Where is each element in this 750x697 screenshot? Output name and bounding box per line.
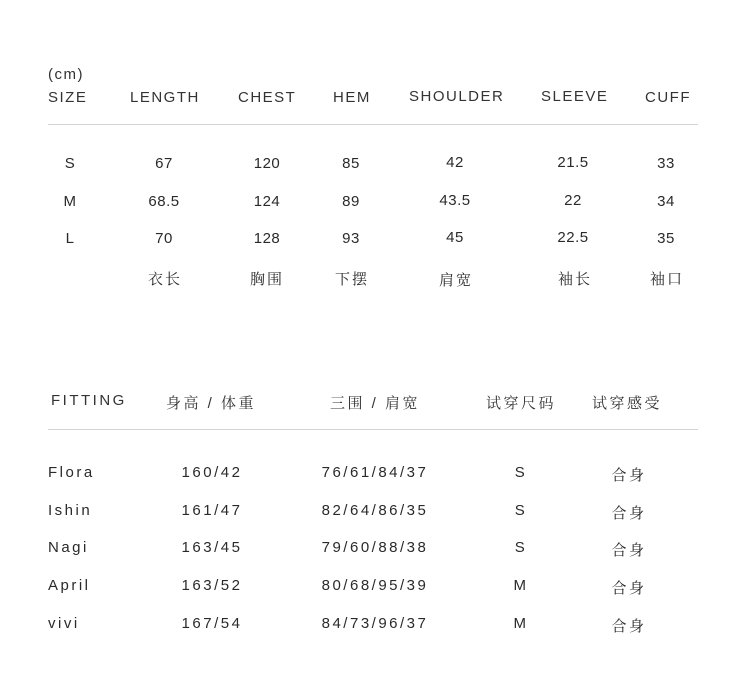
- size-row-m-size: M: [63, 193, 77, 210]
- fitting-row-height-weight: 161/47: [181, 502, 243, 519]
- fitting-row-measurements: 76/61/84/37: [321, 464, 429, 481]
- fitting-row-measurements: 80/68/95/39: [321, 577, 429, 594]
- size-row-l-cuff: 35: [657, 230, 675, 247]
- fitting-row-measurements: 84/73/96/37: [321, 615, 429, 632]
- fitting-row-feeling: 合身: [611, 542, 647, 559]
- size-row-l-chest: 128: [253, 230, 281, 247]
- fitting-header-height-weight: 身高 / 体重: [166, 395, 257, 412]
- size-row-s-length: 67: [155, 155, 173, 172]
- cn-label-chest: 胸围: [249, 271, 285, 288]
- size-row-m-sleeve: 22: [564, 192, 582, 209]
- fitting-row-size: S: [514, 502, 528, 519]
- fitting-row-name: Ishin: [48, 502, 93, 519]
- fitting-row-height-weight: 163/52: [181, 577, 243, 594]
- header-hem: HEM: [333, 89, 371, 106]
- fitting-row-feeling: 合身: [611, 467, 647, 484]
- fitting-header-fitting: FITTING: [51, 392, 127, 409]
- fitting-table-divider: [48, 429, 698, 430]
- fitting-row-size: S: [514, 464, 528, 481]
- size-row-s-hem: 85: [342, 155, 360, 172]
- size-row-s-sleeve: 21.5: [557, 154, 589, 171]
- cn-label-sleeve: 袖长: [557, 271, 593, 288]
- fitting-row-height-weight: 163/45: [181, 539, 243, 556]
- fitting-row-feeling: 合身: [611, 580, 647, 597]
- size-table-divider: [48, 124, 698, 125]
- fitting-row-name: Flora: [48, 464, 95, 481]
- fitting-row-name: vivi: [48, 615, 80, 632]
- fitting-header-measurements: 三围 / 肩宽: [330, 395, 421, 412]
- header-length: LENGTH: [130, 89, 200, 106]
- size-row-s-size: S: [64, 155, 76, 172]
- size-row-l-shoulder: 45: [446, 229, 464, 246]
- header-sleeve: SLEEVE: [541, 88, 609, 105]
- fitting-row-size: S: [514, 539, 528, 556]
- unit-label: (cm): [48, 66, 84, 83]
- size-row-l-hem: 93: [342, 230, 360, 247]
- size-row-m-cuff: 34: [657, 193, 675, 210]
- header-shoulder: SHOULDER: [409, 88, 505, 105]
- header-cuff: CUFF: [645, 89, 691, 106]
- header-size: SIZE: [48, 89, 88, 106]
- size-row-s-cuff: 33: [657, 155, 675, 172]
- size-row-l-length: 70: [155, 230, 173, 247]
- fitting-row-name: Nagi: [48, 539, 89, 556]
- size-row-l-size: L: [65, 230, 75, 247]
- fitting-row-measurements: 79/60/88/38: [321, 539, 429, 556]
- fitting-header-try-size: 试穿尺码: [486, 395, 557, 412]
- fitting-row-height-weight: 167/54: [181, 615, 243, 632]
- cn-label-length: 衣长: [147, 271, 183, 288]
- fitting-row-size: M: [513, 577, 529, 594]
- size-row-m-hem: 89: [342, 193, 360, 210]
- fitting-row-size: M: [513, 615, 529, 632]
- size-row-m-shoulder: 43.5: [439, 192, 471, 209]
- fitting-header-feeling: 试穿感受: [592, 395, 663, 412]
- fitting-row-feeling: 合身: [611, 618, 647, 635]
- fitting-row-height-weight: 160/42: [181, 464, 243, 481]
- size-row-s-shoulder: 42: [446, 154, 464, 171]
- size-row-l-sleeve: 22.5: [557, 229, 589, 246]
- fitting-row-measurements: 82/64/86/35: [321, 502, 429, 519]
- size-row-m-length: 68.5: [148, 193, 180, 210]
- fitting-row-name: April: [48, 577, 91, 594]
- cn-label-hem: 下摆: [334, 271, 370, 288]
- size-row-m-chest: 124: [253, 193, 281, 210]
- size-row-s-chest: 120: [253, 155, 281, 172]
- cn-label-cuff: 袖口: [649, 271, 685, 288]
- fitting-row-feeling: 合身: [611, 505, 647, 522]
- cn-label-shoulder: 肩宽: [438, 272, 474, 289]
- header-chest: CHEST: [238, 89, 297, 106]
